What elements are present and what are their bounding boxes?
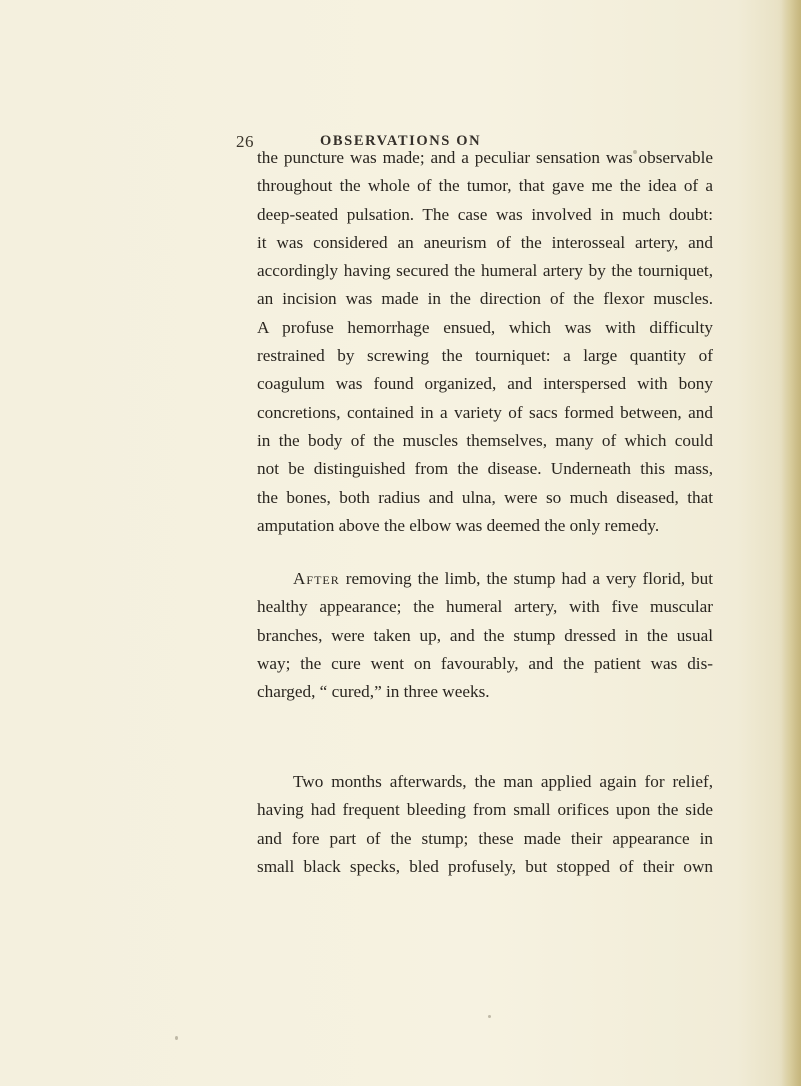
text-line: charged, “ cured,” in three weeks. — [257, 682, 490, 702]
lead-word: After — [293, 569, 340, 588]
text-line: amputation above the elbow was deemed the only remedy. — [257, 515, 660, 535]
text-line: branches, were taken up, and the stump dressed in the usual — [257, 625, 713, 645]
running-title: OBSERVATIONS ON — [320, 133, 482, 149]
paper-speck — [175, 1036, 178, 1040]
paper-speck — [488, 1015, 491, 1018]
text-line — [257, 565, 713, 593]
text-line: in the body of the muscles themselves, many of which could — [257, 430, 713, 450]
text-line: Two months afterwards, the man applied again for relief, — [293, 772, 713, 791]
text-line: it was considered an aneurism of the interosseal artery, and — [257, 232, 713, 252]
text-line: restrained by screwing the tourniquet: a large quantity of — [257, 346, 713, 366]
text-line: the puncture was made; and a peculiar sensation was observable — [257, 148, 713, 167]
text-line: concretions, contained in a variety of sacs formed between, and — [257, 402, 713, 422]
text-line: having had frequent bleeding from small orifices upon the side — [257, 800, 713, 820]
text-line: small black specks, bled profusely, but stopped of their own — [257, 856, 713, 876]
text-line: an incision was made in the direction of the flexor muscles. — [257, 289, 713, 309]
text-line: way; the cure went on favourably, and the patient was dis- — [257, 653, 713, 673]
text-line: and fore part of the stump; these made their appearance in — [257, 828, 713, 848]
text-line: deep-seated pulsation. The case was involved in much doubt: — [257, 204, 713, 224]
paragraph-1 — [257, 144, 713, 540]
page-edge-shadow — [781, 0, 801, 1086]
text-line-rest: removing the limb, the stump had a very florid, but — [339, 569, 713, 588]
text-line: A profuse hemorrhage ensued, which was with difficulty — [257, 317, 713, 337]
text-line: throughout the whole of the tumor, that gave me the idea of a — [257, 176, 713, 196]
text-line: accordingly having secured the humeral artery by the tourniquet, — [257, 261, 713, 281]
page-number: 26 — [236, 132, 254, 151]
text-line: the bones, both radius and ulna, were so much diseased, that — [257, 487, 713, 507]
text-line: healthy appearance; the humeral artery, with five muscular — [257, 597, 713, 617]
paragraph-3 — [257, 768, 713, 881]
text-line: coagulum was found organized, and interspersed with bony — [257, 374, 713, 394]
text-line: not be distinguished from the disease. Underneath this mass, — [257, 459, 713, 479]
paragraph-2 — [257, 565, 713, 706]
